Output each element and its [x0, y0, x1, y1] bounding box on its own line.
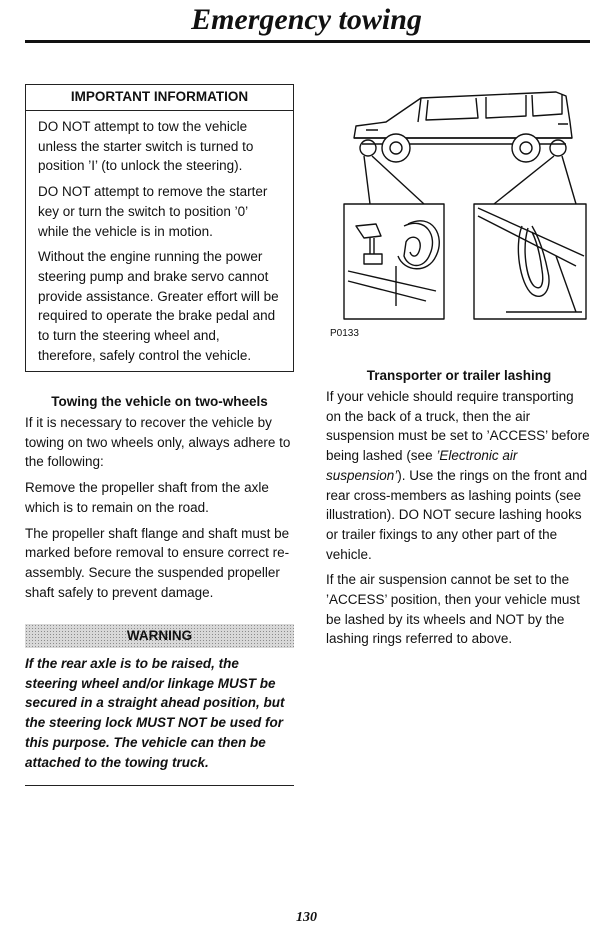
air-suspension-reference: ’Electronic air suspension’: [326, 448, 518, 483]
towing-paragraph-3: The propeller shaft flange and shaft must be marked before removal to ensure correct re-assembly. Secure the suspended propeller shaft safely to prevent damage.: [25, 525, 290, 600]
transporter-heading: Transporter or trailer lashing: [366, 368, 552, 383]
lashing-rings-illustration: [326, 76, 592, 346]
important-paragraph-3: Without the engine running the power steering pump and brake servo cannot provide assistance. Greater effort will be required to operate the brake pedal and to turn the steering wheel and, therefore, safely control the vehicle.: [38, 249, 279, 363]
page-number: 130: [296, 910, 317, 925]
transporter-text-end: ). Use the rings on the front and rear cross-members as lashing points (see illustration). DO NOT secure lashing hooks or trailer fixings to any other part of the vehicle.: [326, 467, 588, 562]
warning-rule: [25, 785, 294, 786]
towing-two-wheels-heading: Towing the vehicle on two-wheels: [51, 394, 268, 409]
transporter-lashing-section: [326, 366, 592, 655]
warning-label: WARNING: [25, 624, 294, 648]
towing-paragraph-2: Remove the propeller shaft from the axle which is to remain on the road.: [25, 480, 269, 515]
transporter-text-start: If your vehicle should require transporting on the back of a truck, then the air suspension must be set to ’ACCESS’ before being lashed (see: [326, 389, 590, 464]
important-information-heading: IMPORTANT INFORMATION: [26, 85, 293, 111]
transporter-paragraph-2: If the air suspension cannot be set to the ’ACCESS’ position, then your vehicle must be lashed by its wheels and NOT by the lashing rings referred to above.: [326, 572, 580, 647]
page-title: Emergency towing: [191, 3, 422, 36]
figure-label: P0133: [330, 328, 359, 339]
important-information-box: [25, 84, 294, 372]
towing-paragraph-1: If it is necessary to recover the vehicle by towing on two wheels only, always adhere to the following:: [25, 415, 291, 470]
important-paragraph-1: DO NOT attempt to tow the vehicle unless the starter switch is turned to position ’I’ (to unlock the steering).: [38, 119, 254, 174]
warning-text: If the rear axle is to be raised, the steering wheel and/or linkage MUST be secured in a straight ahead position, but the steering lock MUST NOT be used for this purpose. The vehicle can then be attached to the towing truck.: [25, 656, 285, 770]
transporter-paragraph-1: [326, 387, 592, 564]
important-paragraph-2: DO NOT attempt to remove the starter key or turn the switch to position ’0’ while the vehicle is in motion.: [38, 184, 268, 239]
title-rule: [25, 40, 590, 43]
towing-two-wheels-section: [25, 392, 294, 608]
